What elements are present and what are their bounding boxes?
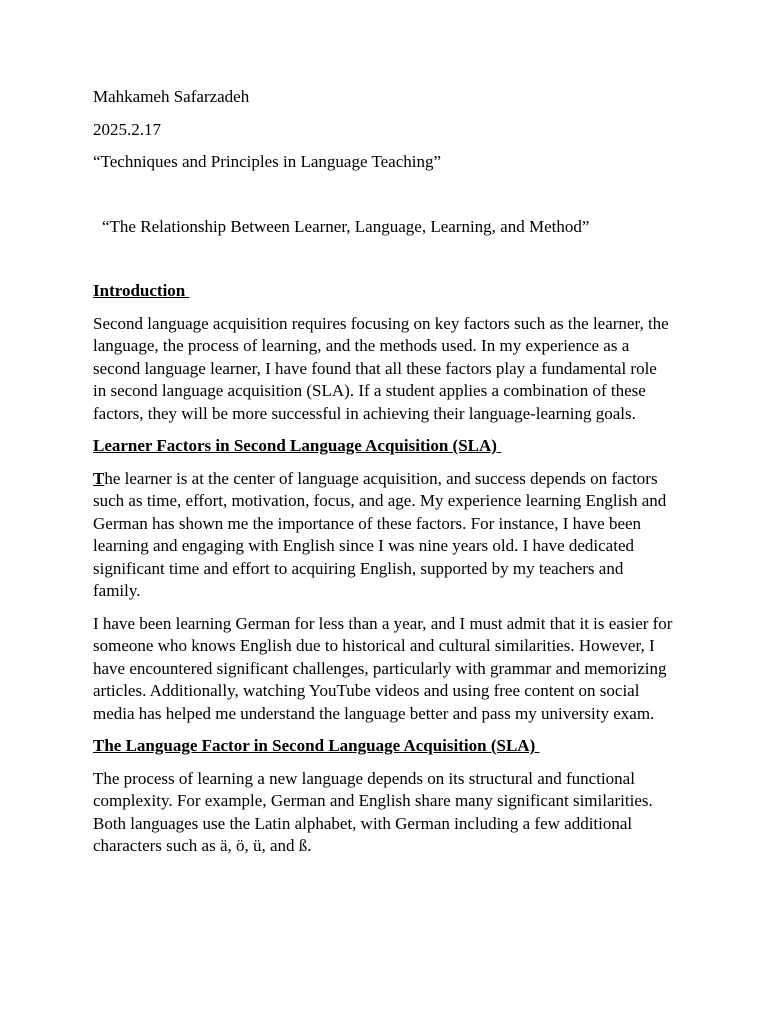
- paragraph-learner-factors-1: [93, 468, 673, 603]
- document-date: 2025.2.17: [93, 119, 161, 139]
- author-name: Mahkameh Safarzadeh: [93, 87, 250, 106]
- paragraph-learner-factors-2: I have been learning German for less than a year, and I must admit that it is easier for someone who knows English due to historical and cultural similarities. However, I have encountered significant challenges, particularly with grammar and memorizing articles. Additionally, watching YouTube videos and using free content on social media has helped me understand the language better and pass my university exam.: [93, 613, 673, 723]
- first-letter: T: [93, 468, 105, 488]
- document-page: [93, 86, 673, 868]
- essay-title: “The Relationship Between Learner, Language, Learning, and Method”: [102, 216, 590, 236]
- heading-learner-factors: Learner Factors in Second Language Acquisition (SLA): [93, 436, 502, 455]
- heading-language-factor: The Language Factor in Second Language Acquisition (SLA): [93, 736, 540, 755]
- paragraph-language-factor: The process of learning a new language depends on its structural and functional complexity. For example, German and English share many significant similarities. Both languages use the Latin alphabet, with German including a few additional characters such as ä, ö, ü, and ß.: [93, 768, 653, 855]
- course-title: “Techniques and Principles in Language Teaching”: [93, 152, 442, 171]
- heading-introduction: Introduction: [93, 281, 190, 300]
- paragraph-introduction: Second language acquisition requires focusing on key factors such as the learner, the language, the process of learning, and the methods used. In my experience as a second language learner, I have found that all these factors play a fundamental role in second language acquisition (SLA). If a student applies a combination of these factors, they will be more successful in achieving their language-learning goals.: [93, 313, 669, 423]
- paragraph-text: he learner is at the center of language acquisition, and success depends on factors such as time, effort, motivation, focus, and age. My experience learning English and German has shown me the importance of these factors. For instance, I have been learning and engaging with English since I was nine years old. I have dedicated significant time and effort to acquiring English, supported by my teachers and family.: [93, 468, 667, 600]
